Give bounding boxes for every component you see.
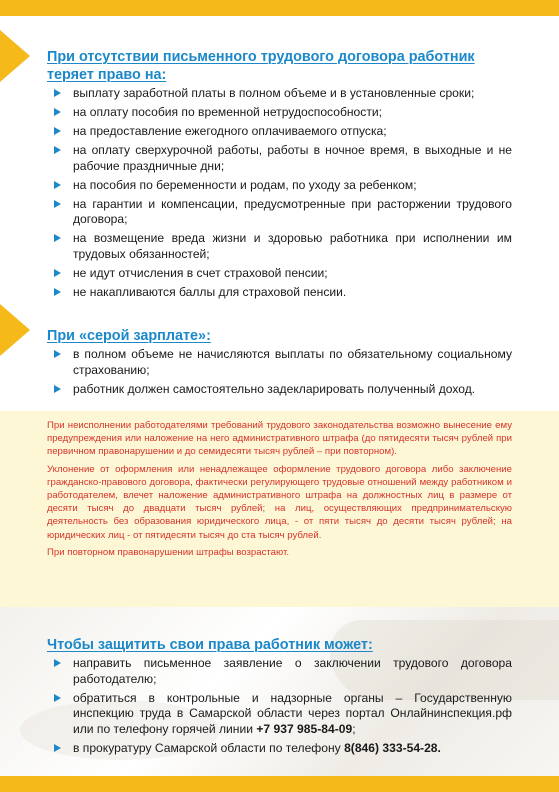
list-item: направить письменное заявление о заключении трудового договора работодателю;	[47, 656, 512, 687]
bullet-arrow-icon	[54, 744, 61, 752]
section2-list	[47, 347, 512, 397]
section1-heading: При отсутствии письменного трудового договора работник теряет право на:	[47, 49, 475, 83]
prosecutor-phone: 8(846) 333-54-28.	[344, 740, 441, 755]
fines-text	[47, 419, 512, 563]
bullet-arrow-icon	[54, 108, 61, 116]
section3-heading: Чтобы защитить свои права работник может:	[47, 637, 373, 653]
section-protect-rights	[47, 636, 512, 760]
list-item: работник должен самостоятельно задекларировать полученный доход.	[47, 382, 512, 398]
list-item: в прокуратуру Самарской области по телефону 8(846) 333-54-28.	[47, 741, 512, 757]
bullet-arrow-icon	[54, 127, 61, 135]
list-item: на оплату пособия по временной нетрудоспособности;	[47, 105, 512, 121]
list-item: на возмещение вреда жизни и здоровью работника при исполнении им трудовых обязанностей;	[47, 231, 512, 262]
list-item: не идут отчисления в счет страховой пенсии;	[47, 266, 512, 282]
section-gray-salary	[47, 327, 512, 401]
bullet-arrow-icon	[54, 385, 61, 393]
section2-marker-icon	[0, 304, 30, 356]
hotline-phone: +7 937 985-84-09	[256, 721, 353, 736]
section2-heading: При «серой зарплате»:	[47, 328, 211, 344]
fines-paragraph: Уклонение от оформления или ненадлежащее оформление трудового договора либо заключение гражданско-правового договора, фактически регулирующего трудовые отношений между работником и работодателем, влечет наложение административного штрафа на должностных лиц в размере от десяти тысяч до двадцати тысяч рублей; на лиц, осуществляющих предпринимательскую деятельность без образования юридического лица, - от пяти тысяч до десяти тысяч рублей; на юридических лиц - от пятидесяти тысяч до ста тысяч рублей.	[47, 463, 512, 541]
section1-marker-icon	[0, 30, 30, 82]
fines-paragraph: При повторном правонарушении штрафы возрастают.	[47, 546, 289, 558]
fines-paragraph: При неисполнении работодателями требований трудового законодательства возможно вынесение ему предупреждения или наложение на него административного штрафа (до пятидесяти тысяч рублей при первичном правонарушении и до семидесяти тысяч рублей – при повторном).	[47, 420, 512, 458]
list-item: на гарантии и компенсации, предусмотренные при расторжении трудового договора;	[47, 197, 512, 228]
list-item: на пособия по беременности и родам, по уходу за ребенком;	[47, 178, 512, 194]
top-accent-bar	[0, 0, 559, 16]
list-item: на оплату сверхурочной работы, работы в ночное время, в выходные и не рабочие праздничные дни;	[47, 143, 512, 174]
bullet-arrow-icon	[54, 288, 61, 296]
section-no-contract	[47, 48, 512, 304]
bullet-arrow-icon	[54, 694, 61, 702]
bullet-arrow-icon	[54, 659, 61, 667]
section3-list	[47, 656, 512, 756]
bullet-arrow-icon	[54, 234, 61, 242]
bullet-arrow-icon	[54, 181, 61, 189]
bullet-arrow-icon	[54, 269, 61, 277]
list-item: на предоставление ежегодного оплачиваемого отпуска;	[47, 124, 512, 140]
bottom-accent-bar	[0, 776, 559, 792]
list-item: не накапливаются баллы для страховой пенсии.	[47, 285, 512, 301]
bullet-arrow-icon	[54, 89, 61, 97]
list-item: обратиться в контрольные и надзорные органы – Государственную инспекцию труда в Самарской области через портал Онлайнинспекция.рф или по телефону горячей линии +7 937 985-84-09;	[47, 691, 512, 738]
bullet-arrow-icon	[54, 200, 61, 208]
list-item: выплату заработной платы в полном объеме и в установленные сроки;	[47, 86, 512, 102]
section1-list	[47, 86, 512, 300]
list-item: в полном объеме не начисляются выплаты по обязательному социальному страхованию;	[47, 347, 512, 378]
bullet-arrow-icon	[54, 146, 61, 154]
bullet-arrow-icon	[54, 350, 61, 358]
fines-box	[0, 411, 559, 607]
